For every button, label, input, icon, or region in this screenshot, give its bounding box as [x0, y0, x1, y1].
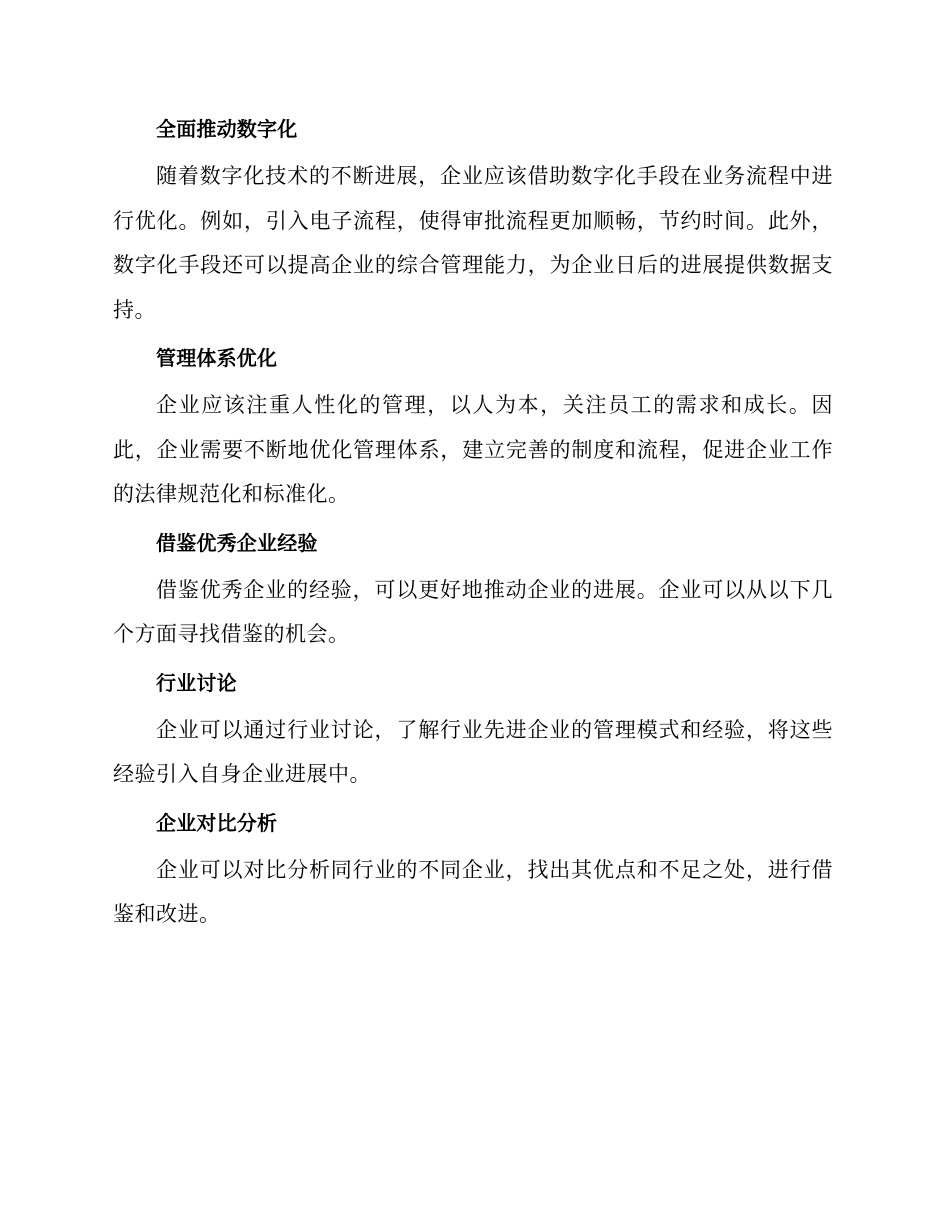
section-heading-benchmark-experience: 借鉴优秀企业经验 [156, 530, 318, 555]
section-paragraph-comparative-analysis: 企业可以对比分析同行业的不同企业，找出其优点和不足之处，进行借鉴和改进。 [113, 857, 833, 926]
section-heading-industry-discussion: 行业讨论 [156, 670, 237, 695]
section-heading-digitalization: 全面推动数字化 [156, 117, 298, 141]
document-body [113, 110, 833, 937]
section-paragraph-management-system: 企业应该注重人性化的管理，以人为本，关注员工的需求和成长。因此，企业需要不断地优化管理体系，建立完善的制度和流程，促进企业工作的法律规范化和标准化。 [113, 393, 833, 506]
section-heading-management-system: 管理体系优化 [156, 346, 278, 370]
section-paragraph-digitalization: 随着数字化技术的不断进展，企业应该借助数字化手段在业务流程中进行优化。例如，引入电子流程，使得审批流程更加顺畅，节约时间。此外，数字化手段还可以提高企业的综合管理能力，为企业日后的进展提供数据支持。 [113, 164, 833, 322]
section-heading-comparative-analysis: 企业对比分析 [156, 810, 278, 835]
section-paragraph-industry-discussion: 企业可以通过行业讨论，了解行业先进企业的管理模式和经验，将这些经验引入自身企业进展中。 [113, 717, 833, 786]
section-paragraph-benchmark-experience: 借鉴优秀企业的经验，可以更好地推动企业的进展。企业可以从以下几个方面寻找借鉴的机会。 [113, 577, 833, 646]
